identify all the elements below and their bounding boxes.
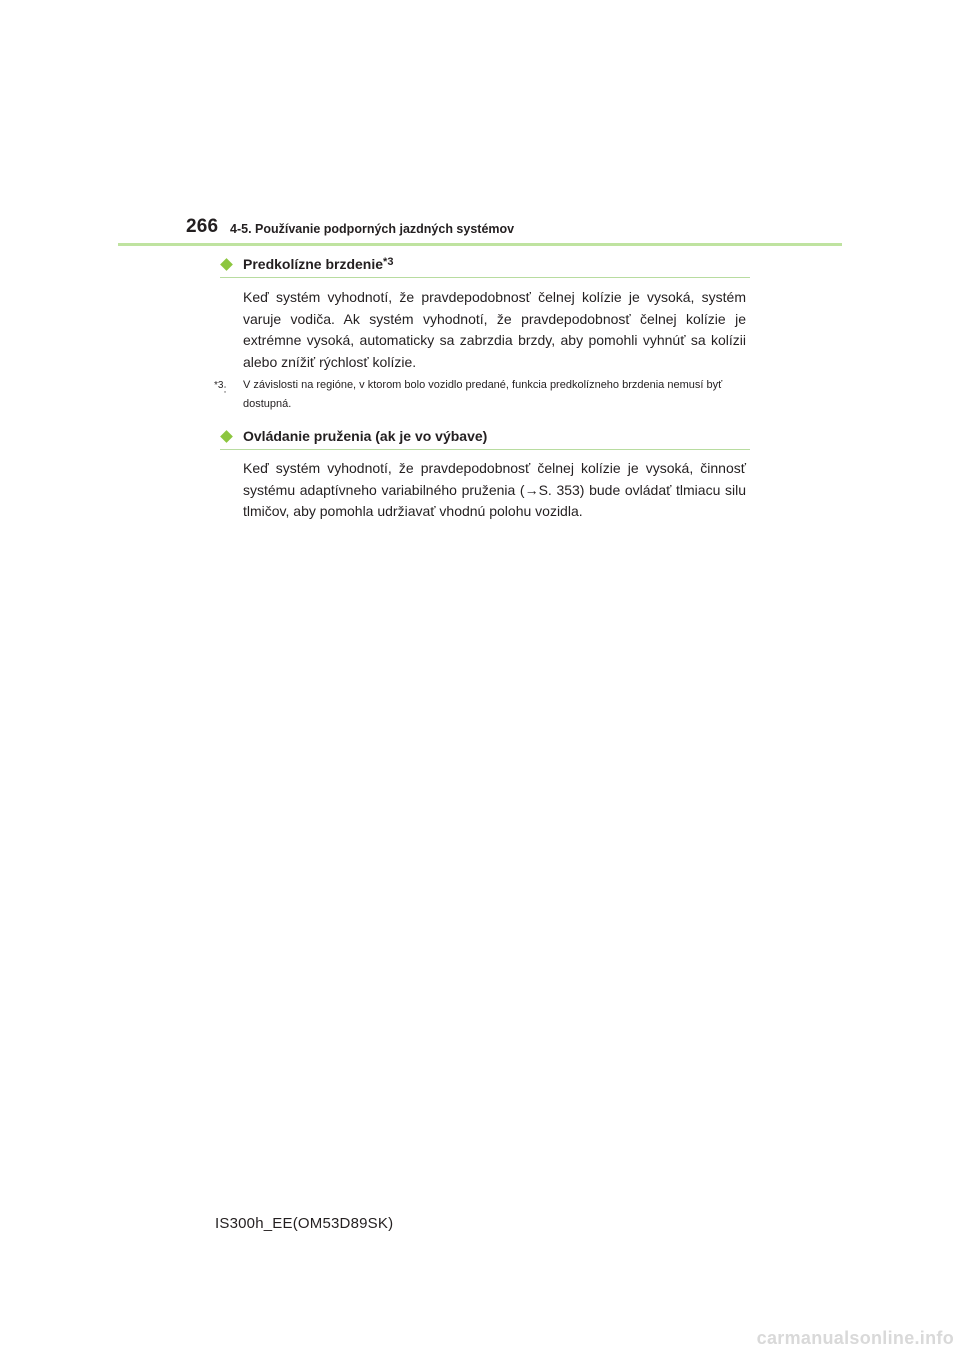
footnote-text: V závislosti na regióne, v ktorom bolo vozidlo predané, funkcia predkolízneho brzdenia nemusí byť dostupná. — [243, 379, 723, 410]
paragraph-predkolizne-brzdenie: Keď systém vyhodnotí, že pravdepodobnosť čelnej kolízie je vysoká, systém varuje vodiča. Ak systém vyhodnotí, že pravdepodobnosť čelnej kolízie je extrémne vysoká, automaticky sa zabrzdia brzdy, aby pomohli vyhnúť sa kolízii alebo znížiť rýchlosť kolízie. — [243, 289, 746, 370]
page-number: 266 — [186, 216, 219, 237]
footer-model-code: IS300h_EE(OM53D89SK) — [215, 1215, 394, 1232]
paragraph-ovladanie-pruzenia: Keď systém vyhodnotí, že pravdepodobnosť čelnej kolízie je vysoká, činnosť systému adaptívneho variabilného pruženia (→S. 353) bude ovládať tlmiacu silu tlmičov, aby pomohla udržiavať vhodnú polohu vozidla. — [243, 460, 746, 519]
heading-text: Ovládanie pruženia (ak je vo výbave) — [243, 428, 488, 444]
heading-ovladanie-pruzenia — [220, 428, 487, 444]
header-rule — [118, 243, 842, 246]
heading-text: Predkolízne brzdenie — [243, 256, 384, 272]
heading-rule — [220, 449, 750, 450]
footnote-marker: $^{*3}$: — [214, 380, 227, 396]
heading-predkolizne-brzdenie — [220, 256, 393, 272]
heading-rule — [220, 277, 750, 278]
watermark: carmanualsonline.info — [756, 1328, 954, 1348]
heading-footnote-ref: *3 — [383, 256, 394, 268]
section-title: 4-5. Používanie podporných jazdných systémov — [230, 222, 515, 236]
diamond-bullet-icon — [220, 258, 233, 271]
footnote — [214, 376, 746, 414]
diamond-bullet-icon — [220, 430, 233, 443]
